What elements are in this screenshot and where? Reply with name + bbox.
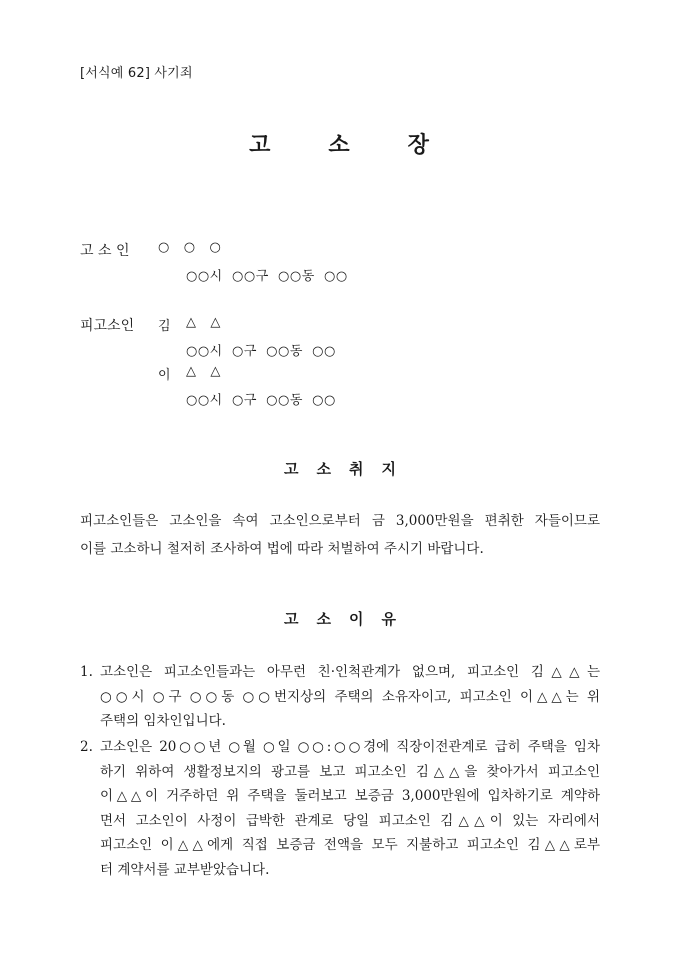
title-char: 소 [328,132,352,158]
reason-line: 이△△이 거주하던 위 주택을 둘러보고 보증금 3,000만원에 입차하기로 계약하 [100,788,600,804]
accused-address: ○○시 ○구 ○○동 ○○ [186,344,336,359]
complainant-address: ○○시 ○○구 ○○동 ○○ [186,269,348,284]
reason-line: 고소인은 피고소인들과는 아무런 친·인척관계가 없으며, 피고소인 김△△는 [100,664,600,680]
heading-char: 소 [316,460,331,478]
heading-char: 소 [316,610,331,628]
form-label: [서식예 62] 사기죄 [80,66,193,81]
complainant-label: 고 소 인 [80,243,130,259]
complainant-name: ○ ○ ○ [158,240,222,255]
reason-line: 하기 위하여 생활정보지의 광고를 보고 피고소인 김△△을 찾아가서 피고소인 [100,763,600,780]
heading-char: 취 [349,460,364,478]
purpose-paragraph [80,507,600,563]
purpose-line: 이를 고소하니 철저히 조사하여 법에 따라 처벌하여 주시기 바랍니다. [80,541,484,557]
reason-number: 2. [80,739,93,755]
heading-char: 유 [381,610,396,628]
reason-line: 주택의 임차인입니다. [100,713,226,729]
heading-char: 지 [381,460,396,478]
reason-line: ○○시 ○구 ○○동 ○○번지상의 주택의 소유자이고, 피고소인 이△△는 위 [100,688,600,705]
accused-name: △ △ [186,315,221,330]
title-char: 고 [249,132,273,158]
accused-surname: 김 [158,319,172,334]
purpose-heading [0,458,680,479]
accused-name: △ △ [186,364,221,379]
reason-item [80,735,600,882]
reason-line: 면서 고소인이 사정이 급박한 관계로 당일 피고소인 김△△이 있는 자리에서 [100,812,600,829]
reason-line: 고소인은 20○○년 ○월 ○일 ○○:○○경에 직장이전관계로 급히 주택을 임차 [100,739,600,755]
heading-char: 고 [284,460,299,478]
accused-address: ○○시 ○구 ○○동 ○○ [186,393,336,408]
document-title [0,128,680,159]
accused-surname: 이 [158,368,172,383]
reason-item [80,660,600,734]
purpose-line: 피고소인들은 고소인을 속여 고소인으로부터 금 3,000만원을 편취한 자들이므로 [80,513,600,529]
reason-line: 터 계약서를 교부받았습니다. [100,861,270,878]
reason-line: 피고소인 이△△에게 직접 보증금 전액을 모두 지불하고 피고소인 김△△로부 [100,837,600,853]
accused-label: 피고소인 [80,318,135,334]
heading-char: 고 [284,610,299,628]
reason-number: 1. [80,664,93,680]
heading-char: 이 [349,610,364,628]
reasons-heading [0,608,680,629]
title-char: 장 [407,132,431,158]
